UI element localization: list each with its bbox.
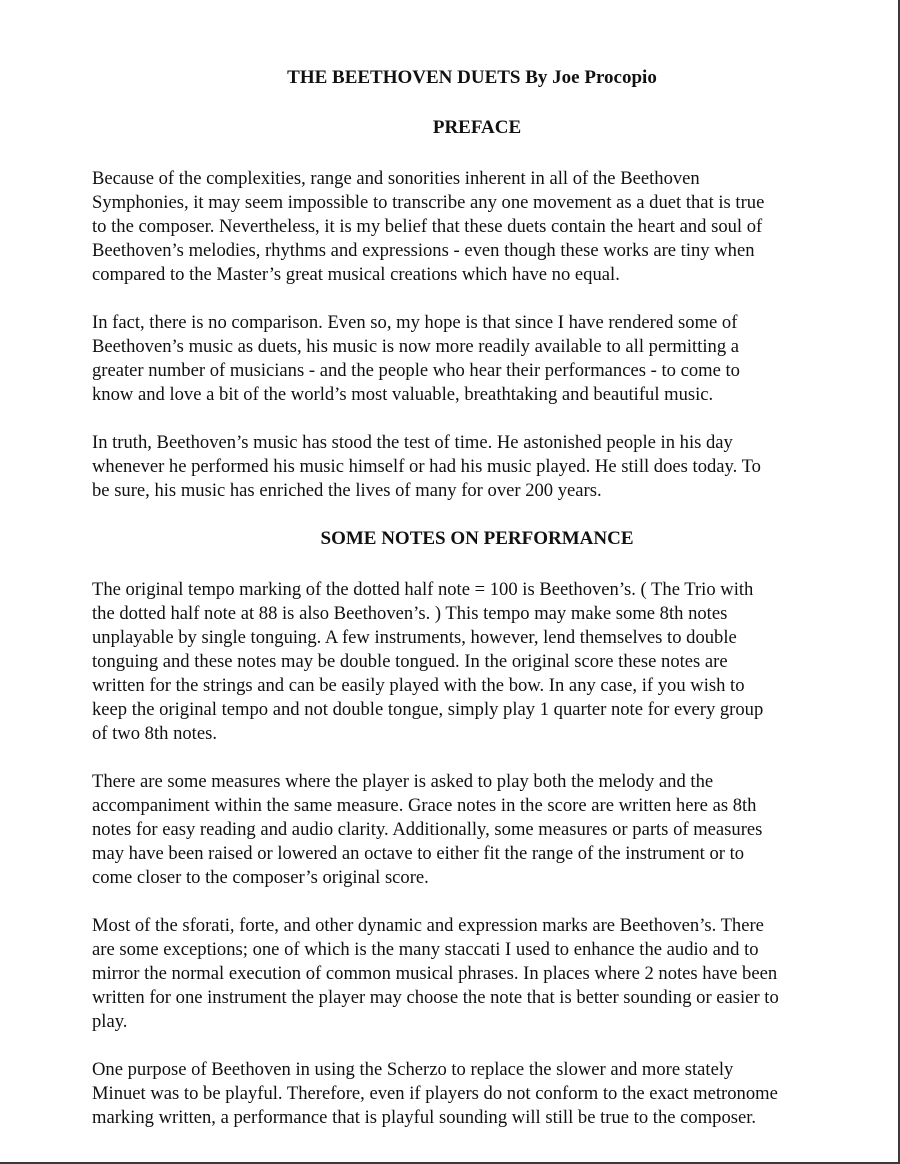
text-line: of two 8th notes. <box>92 723 217 744</box>
text-line: Beethoven’s music as duets, his music is now more readily available to all permitting a <box>92 336 740 357</box>
text-line: One purpose of Beethoven in using the Scherzo to replace the slower and more stately <box>92 1059 734 1080</box>
performance-paragraph-2 <box>92 770 862 890</box>
text-line: unplayable by single tonguing. A few instruments, however, lend themselves to double <box>92 627 737 648</box>
text-line: accompaniment within the same measure. Grace notes in the score are written here as 8th <box>92 795 757 816</box>
text-line: written for the strings and can be easily played with the bow. In any case, if you wish to <box>92 675 745 696</box>
text-line: keep the original tempo and not double tongue, simply play 1 quarter note for every group <box>92 699 764 720</box>
text-line: greater number of musicians - and the people who hear their performances - to come to <box>92 360 740 381</box>
text-line: compared to the Master’s great musical creations which have no equal. <box>92 264 620 285</box>
text-line: Beethoven’s melodies, rhythms and expressions - even though these works are tiny when <box>92 240 755 261</box>
text-line: come closer to the composer’s original score. <box>92 867 429 888</box>
preface-paragraph-1 <box>92 167 862 287</box>
text-line: In truth, Beethoven’s music has stood the test of time. He astonished people in his day <box>92 432 733 453</box>
text-line: Because of the complexities, range and sonorities inherent in all of the Beethoven <box>92 168 700 189</box>
text-line: are some exceptions; one of which is the many staccati I used to enhance the audio and to <box>92 939 759 960</box>
text-line: written for one instrument the player may choose the note that is better sounding or easier to <box>92 987 779 1008</box>
text-line: be sure, his music has enriched the lives of many for over 200 years. <box>92 480 602 501</box>
document-title: THE BEETHOVEN DUETS By Joe Procopio <box>287 67 657 88</box>
text-line: tonguing and these notes may be double tongued. In the original score these notes are <box>92 651 728 672</box>
text-line: may have been raised or lowered an octave to either fit the range of the instrument or to <box>92 843 745 864</box>
text-line: mirror the normal execution of common musical phrases. In places where 2 notes have been <box>92 963 778 984</box>
text-line: There are some measures where the player is asked to play both the melody and the <box>92 771 714 792</box>
text-line: The original tempo marking of the dotted half note = 100 is Beethoven’s. ( The Trio with <box>92 579 754 600</box>
text-line: Minuet was to be playful. Therefore, even if players do not conform to the exact metronome <box>92 1083 778 1104</box>
text-line: In fact, there is no comparison. Even so, my hope is that since I have rendered some of <box>92 312 738 333</box>
text-line: marking written, a performance that is playful sounding will still be true to the composer. <box>92 1107 757 1128</box>
text-line: notes for easy reading and audio clarity. Additionally, some measures or parts of measures <box>92 819 763 840</box>
performance-paragraph-1 <box>92 578 862 746</box>
text-line: Most of the sforati, forte, and other dynamic and expression marks are Beethoven’s. There <box>92 915 764 936</box>
preface-heading: PREFACE <box>432 117 522 138</box>
text-line: the dotted half note at 88 is also Beethoven’s. ) This tempo may make some 8th notes <box>92 603 728 624</box>
performance-notes-heading: SOME NOTES ON PERFORMANCE <box>320 528 634 549</box>
preface-paragraph-3 <box>92 431 862 503</box>
performance-paragraph-4 <box>92 1058 862 1130</box>
text-line: Symphonies, it may seem impossible to transcribe any one movement as a duet that is true <box>92 192 765 213</box>
document-content <box>92 66 862 1154</box>
text-line: to the composer. Nevertheless, it is my belief that these duets contain the heart and soul of <box>92 216 763 237</box>
performance-paragraph-3 <box>92 914 862 1034</box>
preface-paragraph-2 <box>92 311 862 407</box>
text-line: know and love a bit of the world’s most valuable, breathtaking and beautiful music. <box>92 384 714 405</box>
text-line: whenever he performed his music himself or had his music played. He still does today. To <box>92 456 761 477</box>
text-line: play. <box>92 1011 128 1032</box>
